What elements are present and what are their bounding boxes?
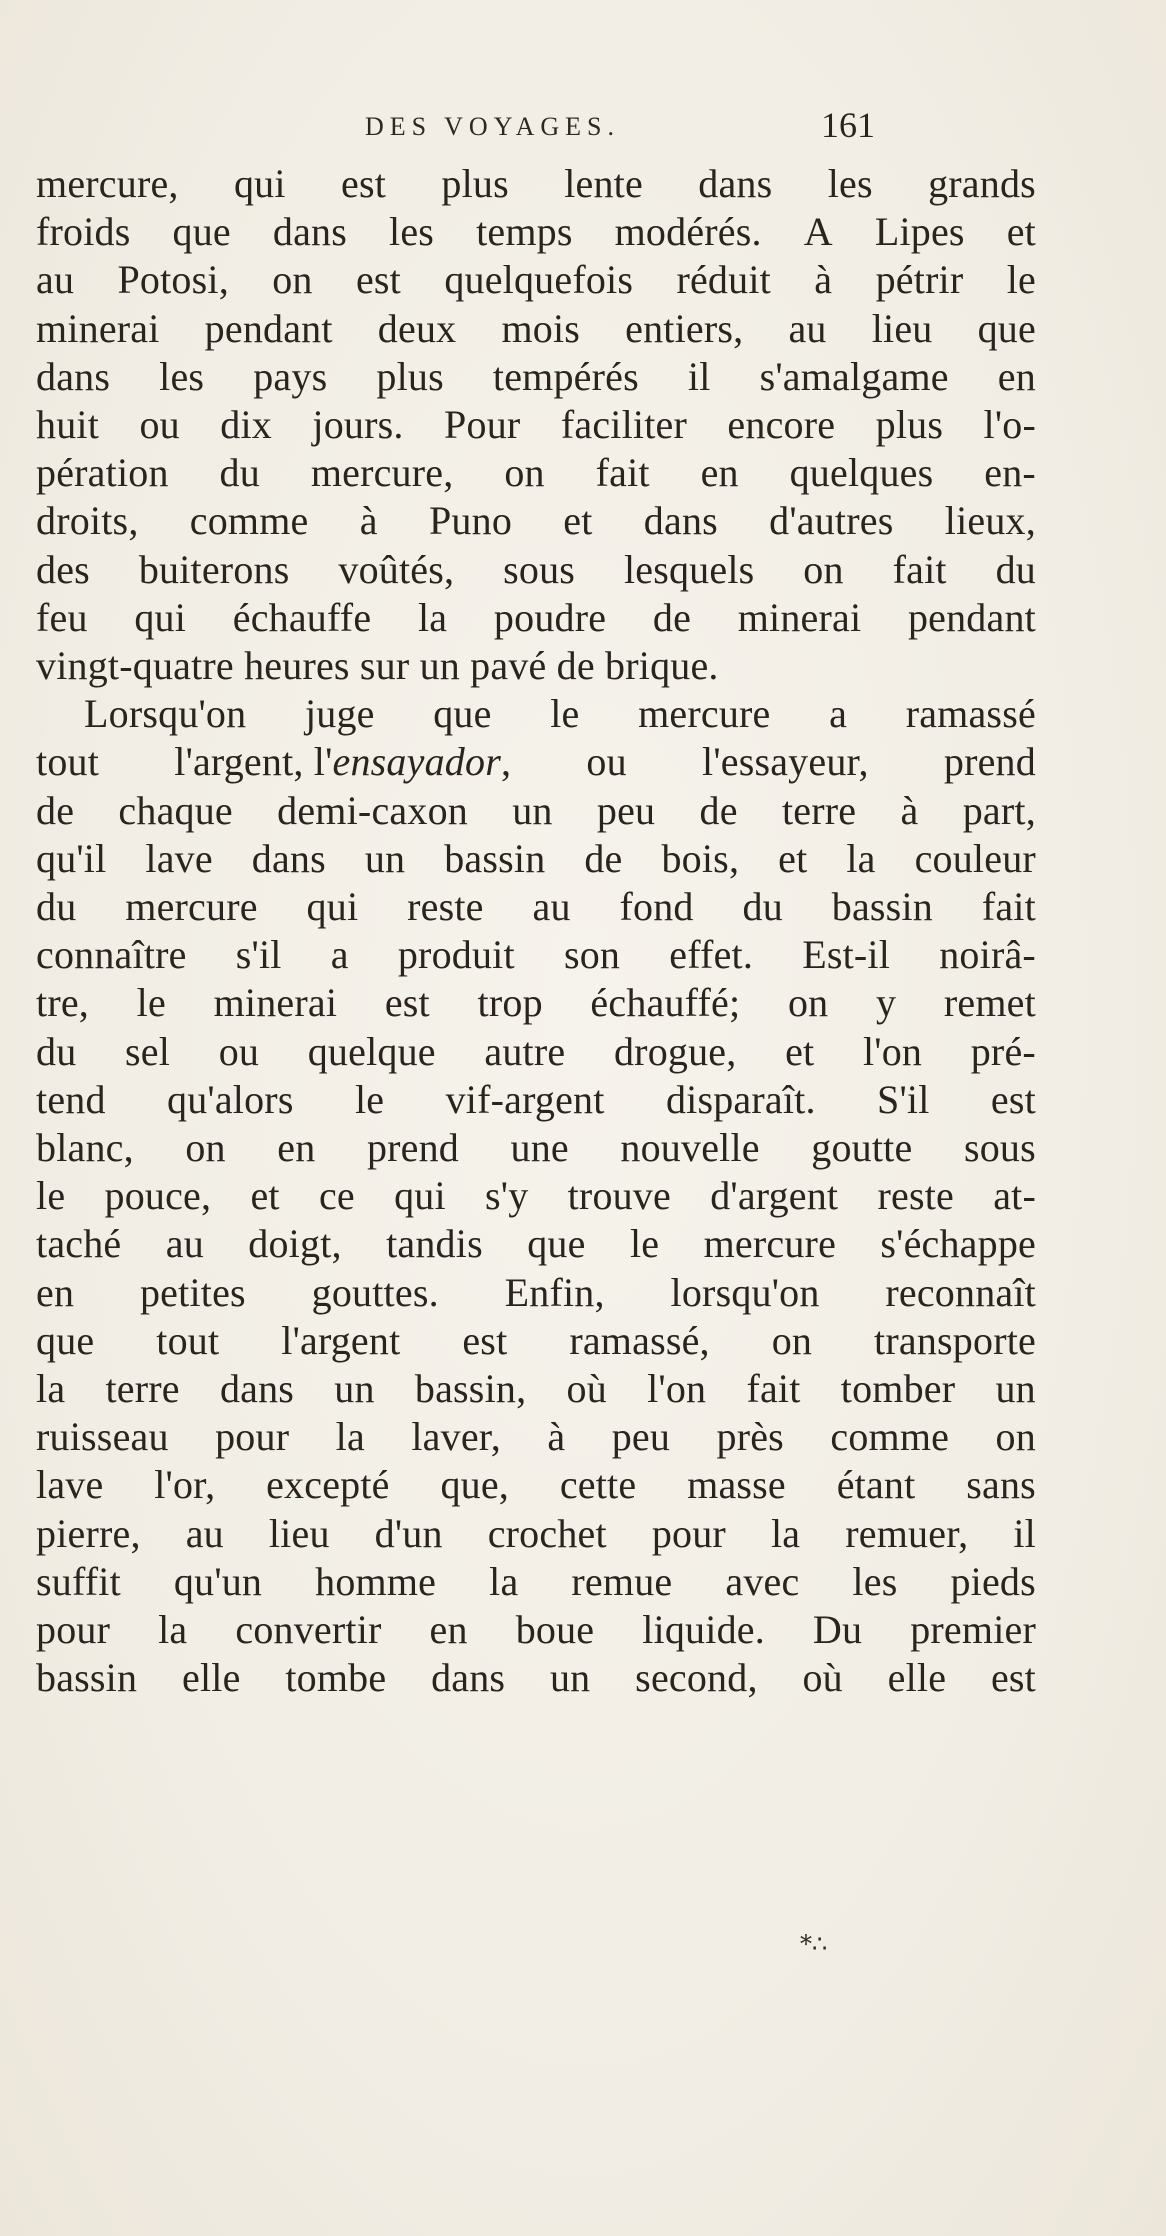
text-line: connaître s'il a produit son effet. Est-il noirâ- xyxy=(36,932,1036,978)
text-line: lave l'or, excepté que, cette masse étant sans xyxy=(36,1462,1036,1508)
text-line: le pouce, et ce qui s'y trouve d'argent reste at- xyxy=(36,1173,1036,1219)
text-line: ruisseau pour la laver, à peu près comme on xyxy=(36,1414,1036,1460)
text-line: suffit qu'un homme la remue avec les pieds xyxy=(36,1558,1036,1604)
line-fragment-before: l'argent, l'ensayador, xyxy=(174,739,512,785)
text-line: du sel ou quelque autre drogue, et l'on pré- xyxy=(36,1028,1036,1074)
text-line: vingt-quatre heures sur un pavé de brique. xyxy=(36,643,719,688)
body-text xyxy=(36,160,1036,1930)
text-line: pération du mercure, on fait en quelques en- xyxy=(36,450,1036,496)
page-header xyxy=(365,105,875,148)
text-line: la terre dans un bassin, où l'on fait tomber un xyxy=(36,1366,1036,1411)
text-line: qu'il lave dans un bassin de bois, et la couleur xyxy=(36,835,1036,881)
text-line: mercure, qui est plus lente dans les grands xyxy=(36,161,1036,206)
text-line: pierre, au lieu d'un crochet pour la remuer, il xyxy=(36,1510,1036,1556)
text-line: que tout l'argent est ramassé, on transporte xyxy=(36,1317,1036,1363)
text-line: froids que dans les temps modérés. A Lipes et xyxy=(36,209,1036,255)
text-line: au Potosi, on est quelquefois réduit à pétrir le xyxy=(36,257,1036,303)
text-line: du mercure qui reste au fond du bassin fait xyxy=(36,884,1036,929)
text-line: en petites gouttes. Enfin, lorsqu'on reconnaît xyxy=(36,1269,1036,1315)
text-line: tend qu'alors le vif-argent disparaît. S'il est xyxy=(36,1076,1036,1122)
text-line: droits, comme à Puno et dans d'autres lieux, xyxy=(36,498,1036,544)
italic-term: ensayador xyxy=(332,739,501,785)
page-number: 161 xyxy=(821,105,875,145)
running-title: DES VOYAGES. xyxy=(365,112,620,141)
text-line: pour la convertir en boue liquide. Du premier xyxy=(36,1607,1036,1652)
text-line: taché au doigt, tandis que le mercure s'échappe xyxy=(36,1221,1036,1267)
text-line: de chaque demi-caxon un peu de terre à part, xyxy=(36,787,1036,833)
text-line: bassin elle tombe dans un second, où elle est xyxy=(36,1655,1036,1701)
signature-mark: *∴ xyxy=(800,1930,828,1958)
text-line: Lorsqu'on juge que le mercure a ramassé xyxy=(84,691,1036,737)
text-line: des buiterons voûtés, sous lesquels on fait du xyxy=(36,546,1036,592)
text-line: minerai pendant deux mois entiers, au lieu que xyxy=(36,305,1036,351)
text-line: feu qui échauffe la poudre de minerai pendant xyxy=(36,594,1036,640)
text-line: blanc, on en prend une nouvelle goutte sous xyxy=(36,1125,1036,1170)
text-line: dans les pays plus tempérés il s'amalgame en xyxy=(36,353,1036,399)
text-line: tre, le minerai est trop échauffé; on y remet xyxy=(36,980,1036,1026)
text-line: huit ou dix jours. Pour faciliter encore plus l'o- xyxy=(36,402,1036,447)
text-line: tout l'argent, l'ensayador, ou l'essayeur, prend xyxy=(36,739,1036,785)
